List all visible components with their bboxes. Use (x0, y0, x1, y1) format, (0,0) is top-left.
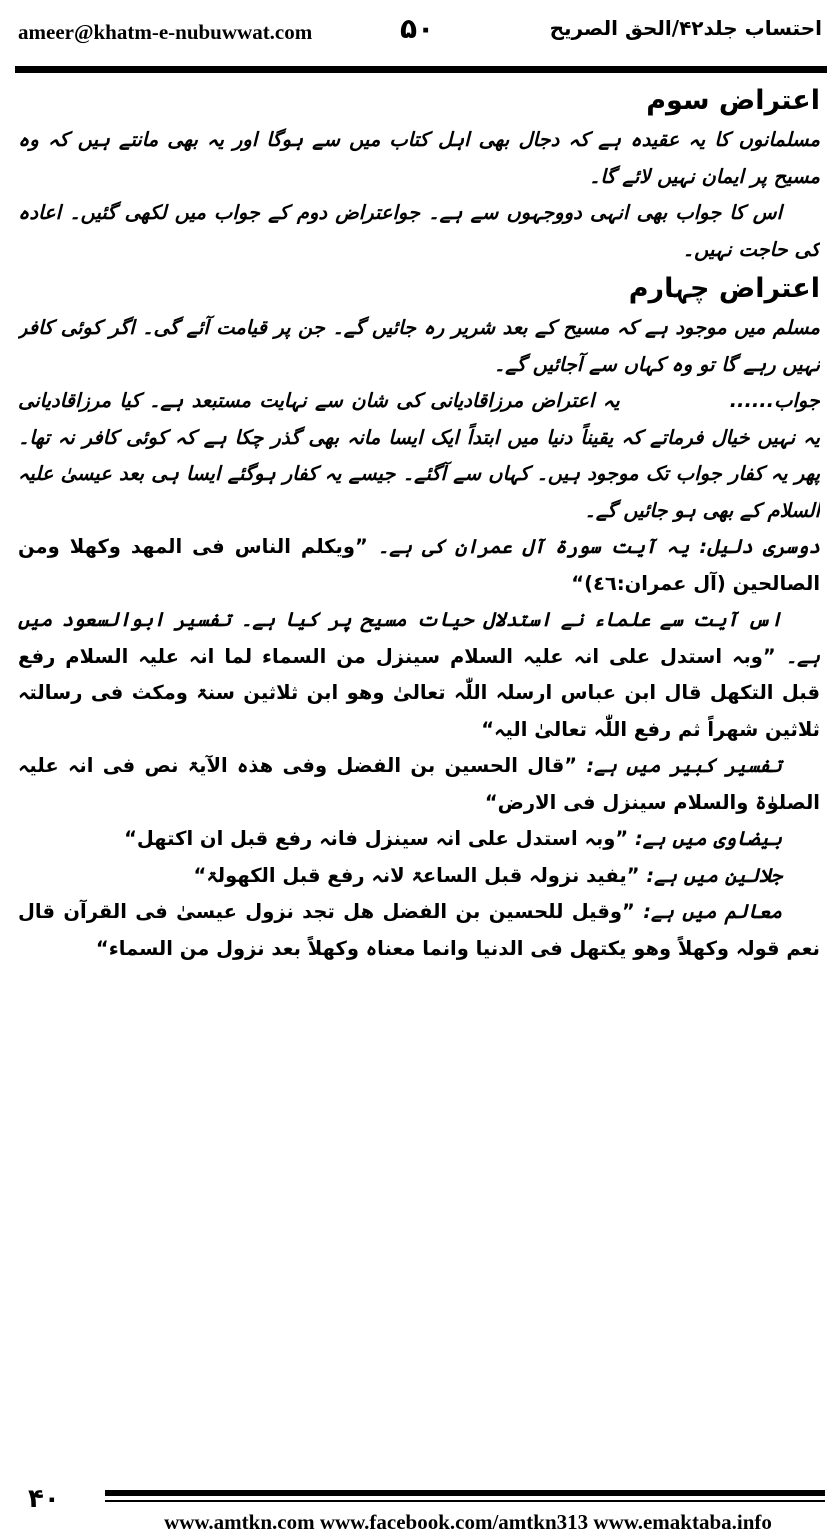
header-title: احتساب جلد۴۲/الحق الصریح (549, 16, 822, 40)
header-divider (15, 66, 827, 73)
page-header (0, 0, 840, 60)
commentary-maalim-intro: معالم میں ہے: (643, 900, 783, 923)
header-email: ameer@khatm-e-nubuwwat.com (18, 20, 313, 44)
answer-label: جواب...... (729, 389, 820, 412)
commentary-abu-saud (18, 602, 820, 748)
commentary-jalalain (18, 858, 820, 895)
commentary-maalim (18, 894, 820, 967)
section-heading-objection-4: اعتراض چہارم (628, 273, 820, 304)
commentary-baidawi-quote: ”وبہ استدل علی انہ سینزل فانہ رفع قبل ان اکتھل“ (124, 827, 629, 850)
objection-3-answer: اس کا جواب بھی انہی دووجہوں سے ہے۔ جواعتراض دوم کے جواب میں لکھی گئیں۔ اعادہ کی حاجت نہیں۔ (18, 201, 820, 261)
commentary-kabir-quote: ”قال الحسین بن الفضل وفی ھذہ الآیۃ نص فی انہ علیہ الصلوٰۃ والسلام سینزل فی الارض“ (18, 754, 820, 814)
commentary-abu-saud-intro: اس آیت سے علماء نے استدلال حیات مسیح پر کیا ہے۔ تفسیر ابوالسعود میں ہے۔ (18, 608, 820, 668)
commentary-jalalain-intro: جلالین میں ہے: (646, 863, 782, 887)
footer-divider-thin (105, 1500, 825, 1502)
answer-text: یہ اعتراض مرزاقادیانی کی شان سے نہایت مستبعد ہے۔ کیا مرزاقادیانی یہ نہیں خیال فرماتے کہ یقیناً دنیا میں ابتداً ایک ایسا مانہ بھی گذر چکا ہے کہ کوئی کافر نہ تھا۔ پھر یہ کفار جواب تک موجود ہیں۔ کہاں سے آگئے۔ جیسے یہ کفار ہوگئے ایسا ہی بعد عیسیٰ علیہ السلام کے بھی ہو جائیں گے۔ (18, 389, 820, 522)
commentary-baidawi-intro: بیضاوی میں ہے: (634, 827, 782, 850)
commentary-kabir (18, 748, 820, 821)
second-evidence-intro: دوسری دلیل: یہ آیت سورۃ آل عمران کی ہے۔ (377, 535, 820, 558)
commentary-jalalain-quote: ”یفید نزولہ قبل الساعۃ لانہ رفع قبل الکھولۃ“ (193, 863, 640, 887)
page-body (18, 80, 820, 1460)
commentary-maalim-quote: ”وقیل للحسین بن الفضل ھل تجد نزول عیسیٰ فی القرآن قال نعم قولہ وکھلاً وھو یکتھل فی الدنیا وانما معناہ وکھلاً بعد نزول من السماء“ (18, 900, 820, 960)
footer-divider-thick (105, 1490, 825, 1496)
commentary-kabir-intro: تفسیر کبیر میں ہے: (586, 754, 782, 777)
second-evidence-quote: ”ویکلم الناس فی المھد وکھلا ومن الصالحین (آل عمران:٤٦)“ (18, 535, 820, 595)
header-page-number: ۵۰ (400, 12, 435, 45)
section-heading-objection-3: اعتراض سوم (646, 85, 820, 116)
answer-paragraph (18, 383, 820, 529)
commentary-baidawi (18, 821, 820, 858)
footer-links[interactable]: www.amtkn.com www.facebook.com/amtkn313 www.emaktaba.info (164, 1510, 772, 1534)
second-evidence-paragraph (18, 529, 820, 602)
objection-3-text: مسلمانوں کا یہ عقیدہ ہے کہ دجال بھی اہل کتاب میں سے ہوگا اور یہ بھی مانتے ہیں کہ وہ مسیح پر ایمان نہیں لائے گا۔ (18, 128, 820, 188)
objection-4-text: مسلم میں موجود ہے کہ مسیح کے بعد شریر رہ جائیں گے۔ جن پر قیامت آئے گی۔ اگر کوئی کافر نہیں رہے گا تو وہ کہاں سے آجائیں گے۔ (18, 316, 820, 376)
footer-page-number: ۴۰ (28, 1484, 60, 1514)
commentary-abu-saud-quote: ”وبہ استدل علی انہ علیہ السلام سینزل من السماء لما انہ علیہ السلام رفع قبل التکھل قال ابن عباس ارسلہ اللّٰہ تعالیٰ وھو ابن ثلاثین سنۃ ومکث فی رسالتہ ثلاثین شھراً ثم رفع اللّٰہ تعالیٰ الیہ“ (18, 644, 820, 741)
page-footer (0, 1476, 840, 1540)
